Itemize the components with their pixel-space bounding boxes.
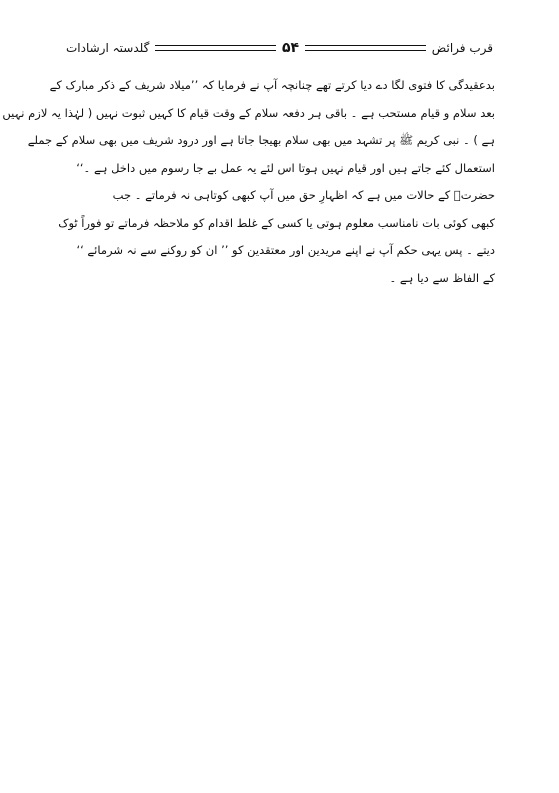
book-title: گلدستہ ارشادات xyxy=(66,41,150,55)
paragraph-2 xyxy=(58,182,495,292)
text-line: کبھی کوئی بات نامناسب معلوم ہوتی یا کسی کے غلط اقدام کو ملاحظہ فرماتے تو فوراً ٹوک xyxy=(58,215,495,230)
text-line: دیتے ۔ پس یہی حکم آپ نے اپنے مریدین اور معتقدین کو ’’ ان کو روکنے سے نہ شرمائے ‘‘ xyxy=(76,243,495,257)
text-line: کے الفاظ سے دیا ہے ۔ xyxy=(389,270,495,285)
page-number: ۵۴ xyxy=(282,40,300,56)
text-line: بدعقیدگی کا فتوی لگا دے دیا کرتے تھے چنانچہ آپ نے فرمایا کہ ’’میلاد شریف کے ذکر مبارک کے xyxy=(49,78,495,92)
paragraph-1 xyxy=(2,72,495,182)
header-rule-left xyxy=(155,45,276,51)
text-line: استعمال کئے جاتے ہیں اور قیام نہیں ہوتا اس لئے یہ عمل بے جا رسوم میں داخل ہے ۔‘‘ xyxy=(76,160,495,175)
text-line: ہے ) ۔ نبی کریم ﷺ پر تشہد میں بھی سلام بھیجا جاتا ہے اور درود شریف میں بھی سلام کے جملے xyxy=(27,133,495,147)
body-text xyxy=(2,72,495,292)
chapter-title: قرب فرائض xyxy=(431,41,493,55)
header-rule-right xyxy=(305,45,426,51)
page-header xyxy=(66,38,493,58)
text-line: بعد سلام و قیام مستحب ہے ۔ باقی ہر دفعہ سلام کے وقت قیام کا کہیں ثبوت نہیں ( لہٰذا یہ لازم نہیں xyxy=(2,105,495,120)
text-line: حضرتؒ کے حالات میں ہے کہ اظہارِ حق میں آپ کبھی کوتاہی نہ فرماتے ۔ جب xyxy=(112,188,495,202)
